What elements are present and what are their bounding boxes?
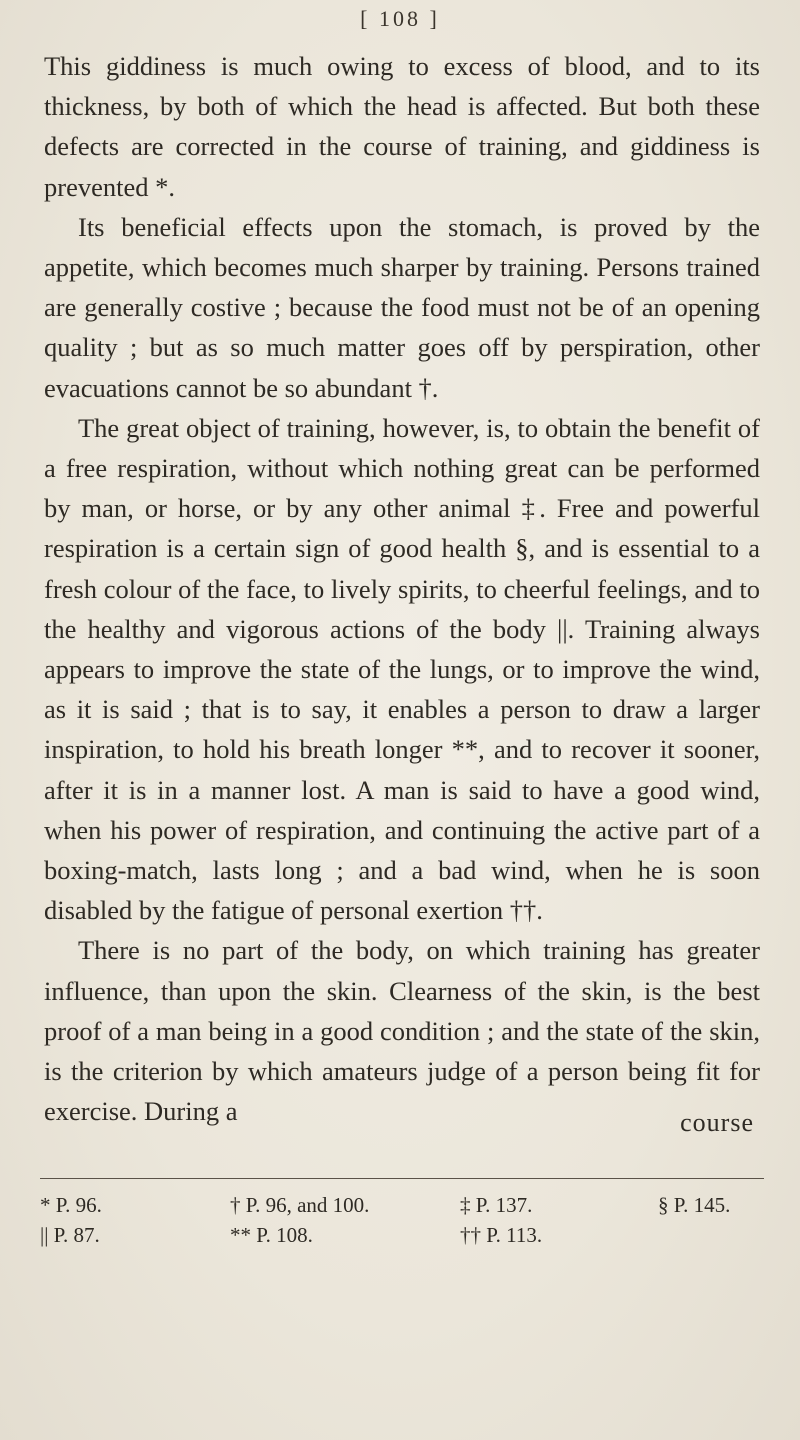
footnote-divider (40, 1178, 764, 1179)
footnote: †† P. 113. (460, 1223, 543, 1247)
page-number: [ 108 ] (360, 6, 440, 31)
footnote-row (40, 1220, 770, 1250)
footnote: ** P. 108. (230, 1223, 313, 1247)
footnote: § P. 145. (658, 1193, 731, 1217)
footnote-row (40, 1190, 770, 1220)
footnote: ‡ P. 137. (460, 1193, 533, 1217)
footnotes (40, 1190, 770, 1250)
footnote: † P. 96, and 100. (230, 1193, 370, 1217)
paragraph-4: There is no part of the body, on which training has greater influence, than upon the skin. Clearness of the skin, is the best proof of a man being in a good condition ; and the state of the skin, is the criterion by which amateurs judge of a person being fit for exercise. During a (44, 935, 760, 1127)
body-text (44, 46, 760, 1131)
paragraph-2: Its beneficial effects upon the stomach, is proved by the appetite, which becomes much sharper by training. Persons trained are generally costive ; because the food must not be of an opening quality ; but as so much matter goes off by perspiration, other evacuations cannot be so abundant †. (44, 211, 760, 403)
catchword: course (680, 1108, 754, 1137)
paragraph-3: The great object of training, however, is, to obtain the benefit of a free respiration, without which nothing great can be performed by man, or horse, or by any other animal ‡. Free and powerful respiration is a certain sign of good health §, and is essential to a fresh colour of the face, to lively spirits, to cheerful feelings, and to the healthy and vigorous actions of the body ||. Training always appears to improve the state of the lungs, or to improve the wind, as it is said ; that is to say, it enables a person to draw a larger inspiration, to hold his breath longer **, and to recover it sooner, after it is in a manner lost. A man is said to have a good wind, when his power of respiration, and continuing the active part of a boxing-match, lasts long ; and a bad wind, when he is soon disabled by the fatigue of personal exertion ††. (44, 412, 760, 926)
footnote: || P. 87. (40, 1223, 100, 1247)
paragraph-1: This giddiness is much owing to excess of blood, and to its thickness, by both of which the head is affected. But both these defects are corrected in the course of training, and giddiness is prevented *. (44, 51, 760, 202)
footnote: * P. 96. (40, 1193, 102, 1217)
